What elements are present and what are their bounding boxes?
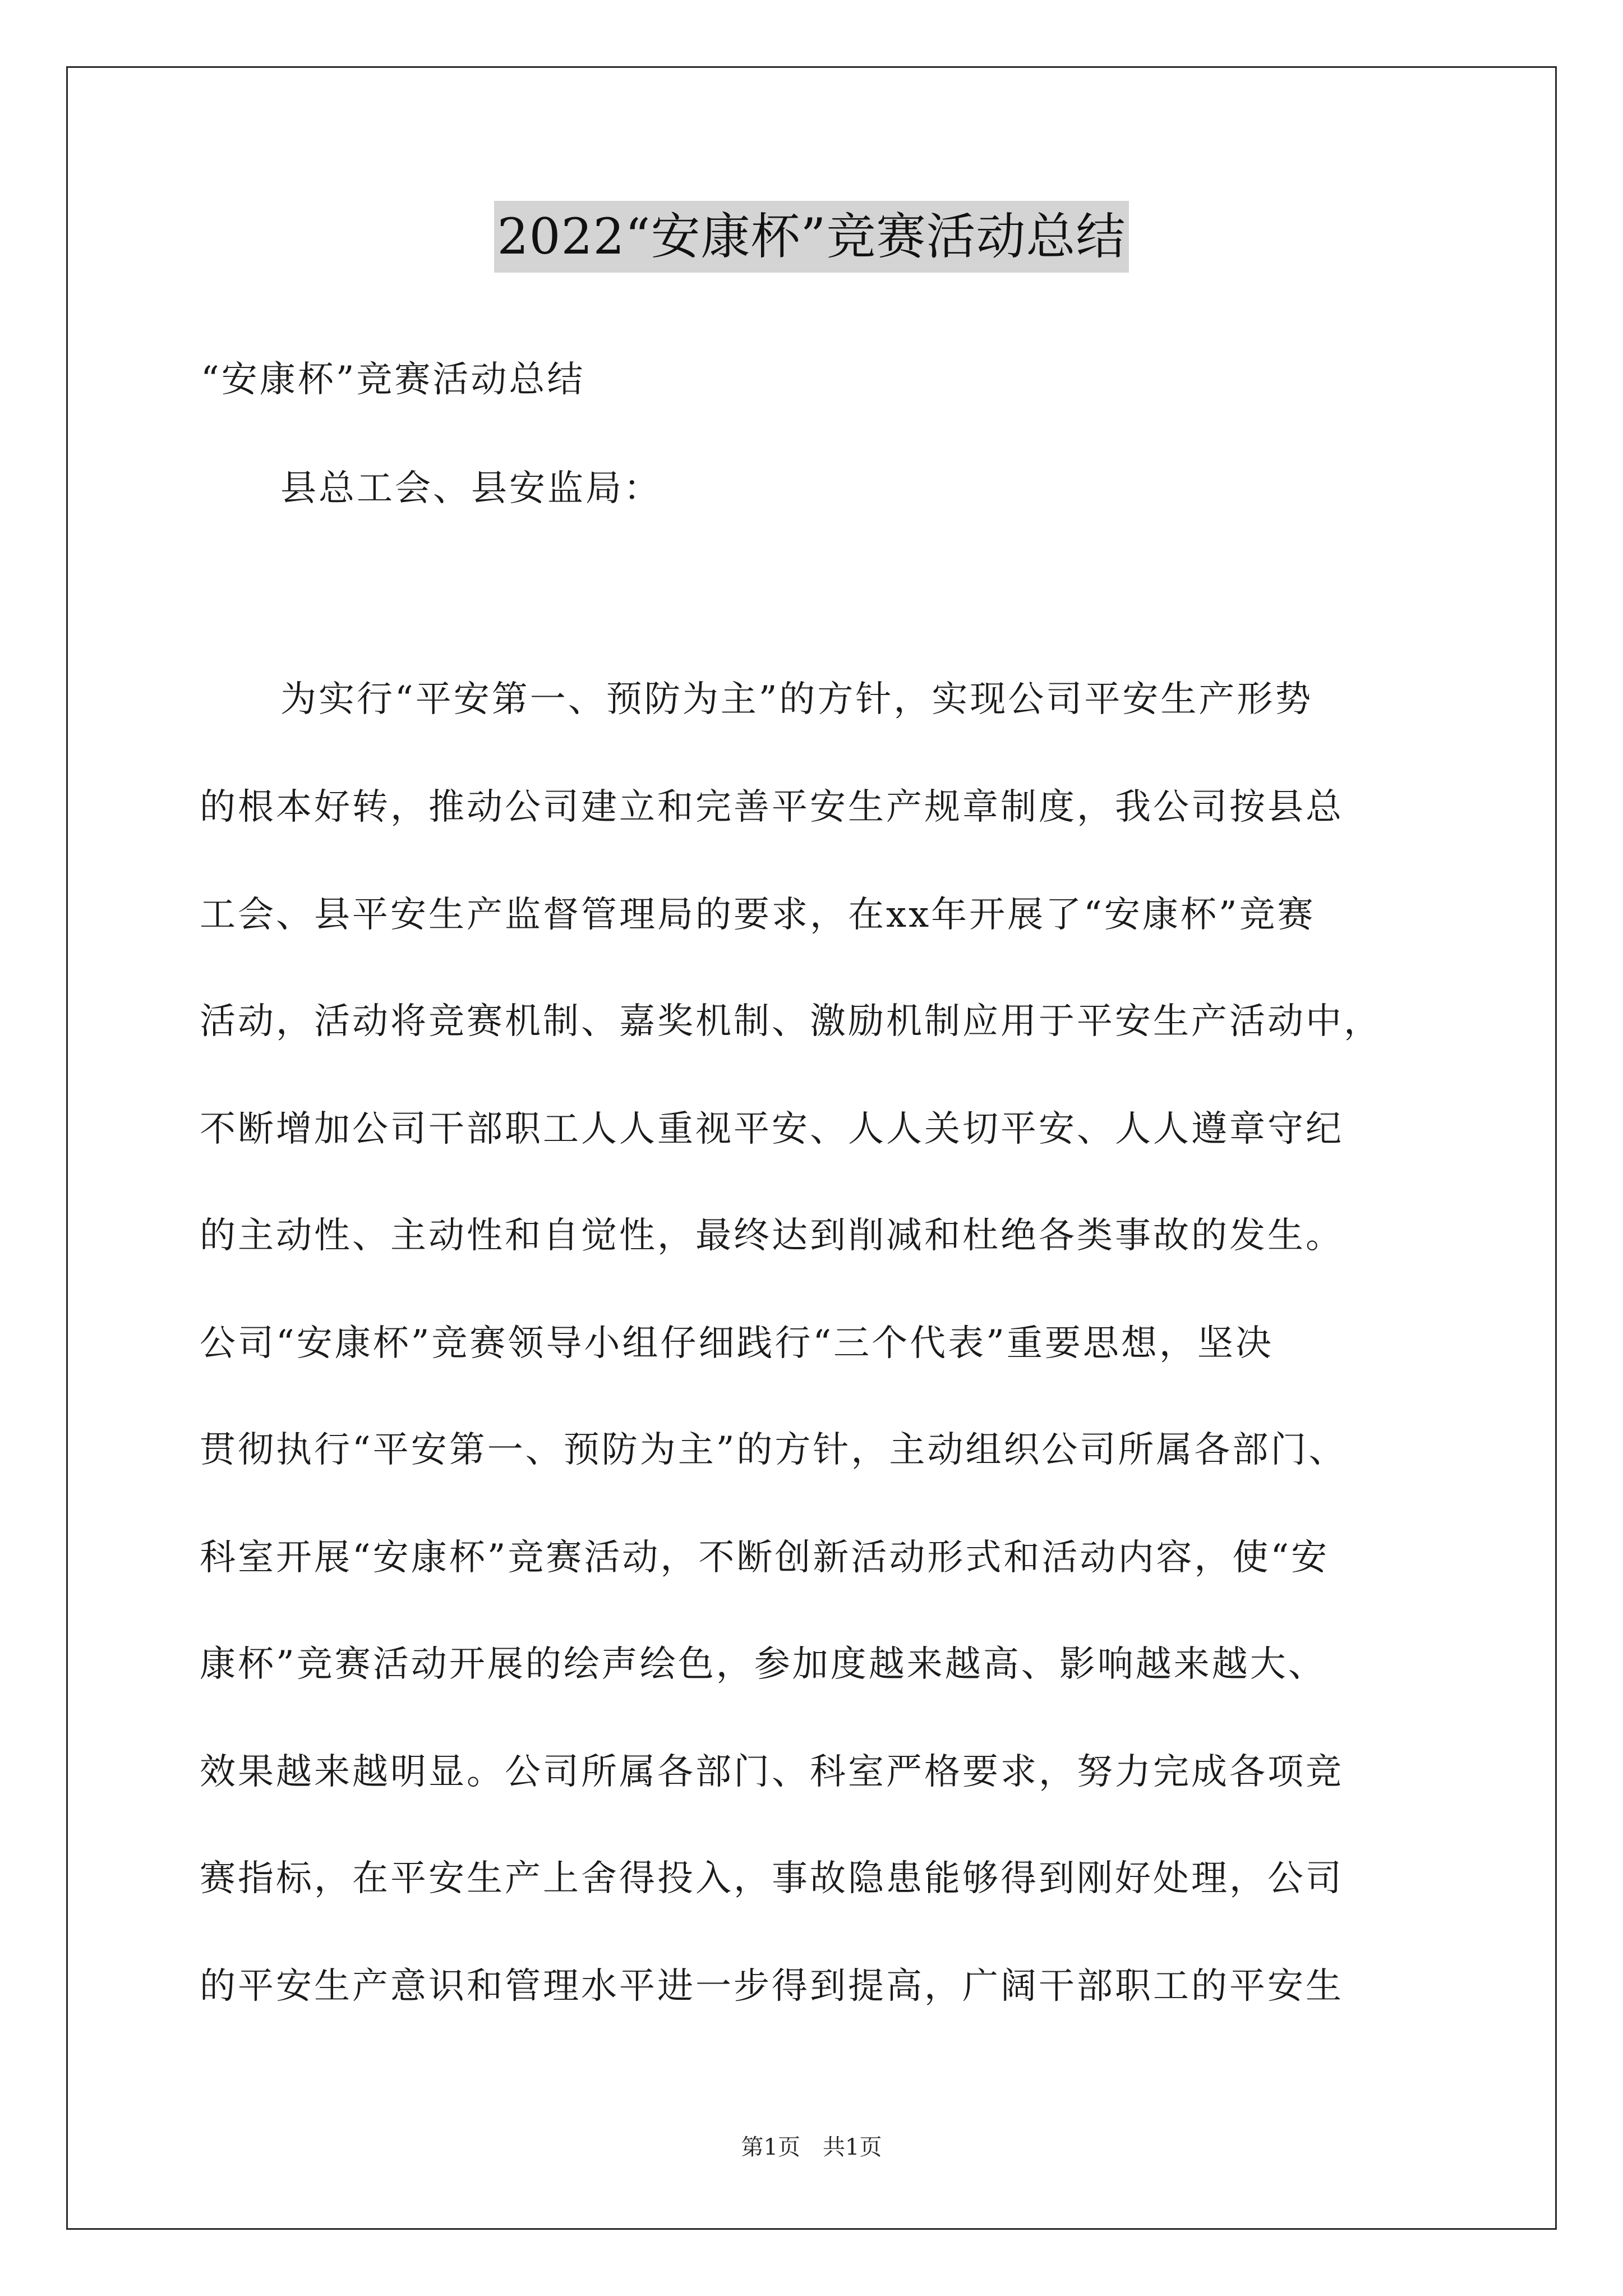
body-line: 康杯”竞赛活动开展的绘声绘色，参加度越来越高、影响越来越大、 (200, 1644, 1326, 1685)
body-line: 赛指标，在平安生产上舍得投入，事故隐患能够得到刚好处理，公司 (200, 1858, 1344, 1899)
body-line: 的主动性、主动性和自觉性，最终达到削减和杜绝各类事故的发生。 (200, 1215, 1344, 1257)
body-line: 的根本好转，推动公司建立和完善平安生产规章制度，我公司按县总 (200, 786, 1344, 828)
page-footer: 第1页 共1页 (741, 2134, 882, 2160)
body-line: 为实行“平安第一、预防为主”的方针，实现公司平安生产形势 (280, 679, 1313, 720)
body-line: 科室开展“安康杯”竞赛活动，不断创新活动形式和活动内容，使“安 (200, 1537, 1330, 1579)
body-line: 不断增加公司干部职工人人重视平安、人人关切平安、人人遵章守纪 (200, 1108, 1344, 1150)
body-line: 公司“安康杯”竞赛领导小组仔细践行“三个代表”重要思想，坚决 (200, 1323, 1274, 1364)
body-line: 活动，活动将竞赛机制、嘉奖机制、激励机制应用于平安生产活动中， (200, 1001, 1382, 1042)
document-title: 2022“安康杯”竞赛活动总结 (494, 201, 1129, 273)
document-subtitle: “安康杯”竞赛活动总结 (201, 359, 585, 401)
body-line: 的平安生产意识和管理水平进一步得到提高，广阔干部职工的平安生 (200, 1966, 1344, 2007)
body-line: 贯彻执行“平安第一、预防为主”的方针，主动组织公司所属各部门、 (200, 1429, 1347, 1471)
title-container (0, 201, 1623, 273)
salutation: 县总工会、县安监局： (280, 468, 662, 509)
body-line: 效果越来越明显。公司所属各部门、科室严格要求，努力完成各项竞 (200, 1751, 1344, 1793)
body-line: 工会、县平安生产监督管理局的要求，在xx年开展了“安康杯”竞赛 (200, 894, 1316, 936)
